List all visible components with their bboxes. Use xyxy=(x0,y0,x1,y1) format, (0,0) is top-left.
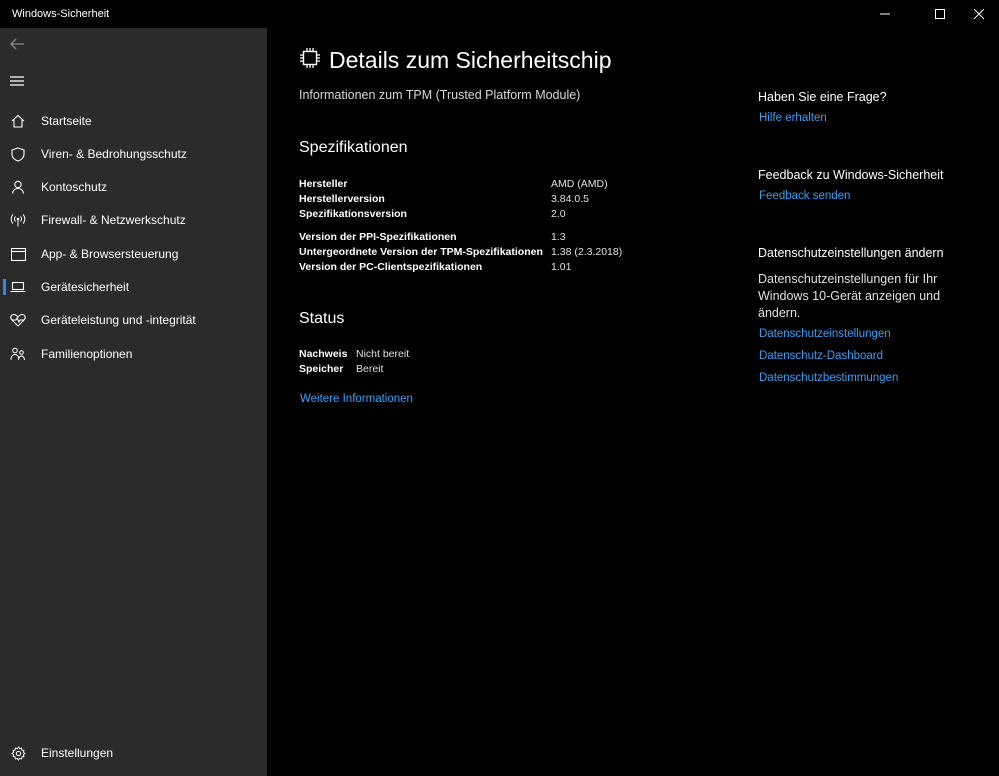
person-icon xyxy=(10,179,26,195)
status-value: Nicht bereit xyxy=(356,348,410,360)
privacy-settings-link[interactable]: Datenschutzeinstellungen xyxy=(759,328,891,340)
sidebar-item-label: Viren- & Bedrohungsschutz xyxy=(41,147,187,161)
sidebar-item-label: Einstellungen xyxy=(41,746,114,760)
maximize-button[interactable] xyxy=(924,0,956,28)
close-button[interactable] xyxy=(963,0,995,28)
sidebar-item-familienoptionen[interactable] xyxy=(0,339,267,369)
hamburger-icon xyxy=(10,75,24,87)
close-icon xyxy=(974,9,984,19)
sidebar-item-label: Geräteleistung und -integrität xyxy=(41,313,196,327)
hamburger-menu-button[interactable] xyxy=(10,74,26,88)
window-title: Windows-Sicherheit xyxy=(12,8,110,20)
spec-heading: Spezifikationen xyxy=(299,139,408,156)
heart-icon xyxy=(10,312,26,328)
sidebar-item-virenschutz[interactable] xyxy=(0,139,267,169)
page-subtitle: Informationen zum TPM (Trusted Platform Module) xyxy=(299,88,581,102)
status-heading: Status xyxy=(299,310,345,327)
sidebar-item-kontoschutz[interactable] xyxy=(0,172,267,202)
spec-value: 1.01 xyxy=(551,261,572,273)
chip-icon xyxy=(299,47,321,74)
minimize-icon xyxy=(880,9,890,19)
browser-window-icon xyxy=(10,246,26,262)
minimize-button[interactable] xyxy=(869,0,901,28)
spec-value: 1.3 xyxy=(551,231,566,243)
sidebar-item-firewall[interactable] xyxy=(0,205,267,235)
question-heading: Haben Sie eine Frage? xyxy=(758,90,887,104)
laptop-icon xyxy=(10,279,26,295)
wireless-icon xyxy=(10,212,26,228)
home-icon xyxy=(10,113,26,129)
page-header xyxy=(299,47,612,74)
sidebar-item-label: App- & Browsersteuerung xyxy=(41,247,179,261)
sidebar-item-startseite[interactable] xyxy=(0,106,267,136)
back-button[interactable] xyxy=(8,36,28,52)
feedback-heading: Feedback zu Windows-Sicherheit xyxy=(758,168,944,182)
sidebar xyxy=(0,28,267,776)
sidebar-item-label: Gerätesicherheit xyxy=(41,280,130,294)
status-key: Nachweis xyxy=(299,348,348,360)
sidebar-item-geraeteleistung[interactable] xyxy=(0,305,267,335)
main-content xyxy=(267,28,999,776)
spec-value: AMD (AMD) xyxy=(551,178,608,190)
spec-key: Version der PC-Clientspezifikationen xyxy=(299,261,483,273)
privacy-description: Datenschutzeinstellungen für Ihr Windows 10-Gerät anzeigen und ändern. xyxy=(758,272,941,320)
spec-value: 1.38 (2.3.2018) xyxy=(551,246,623,258)
spec-key: Hersteller xyxy=(299,178,348,190)
more-info-link[interactable]: Weitere Informationen xyxy=(300,393,413,405)
page-title: Details zum Sicherheitschip xyxy=(329,47,612,73)
spec-key: Herstellerversion xyxy=(299,193,385,205)
maximize-icon xyxy=(935,9,945,19)
help-link[interactable]: Hilfe erhalten xyxy=(759,112,827,124)
sidebar-item-label: Familienoptionen xyxy=(41,347,133,361)
family-icon xyxy=(10,346,26,362)
spec-key: Untergeordnete Version der TPM-Spezifikationen xyxy=(299,246,543,258)
feedback-link[interactable]: Feedback senden xyxy=(759,190,851,202)
spec-value: 3.84.0.5 xyxy=(551,193,589,205)
gear-icon xyxy=(10,745,26,761)
spec-value: 2.0 xyxy=(551,208,566,220)
sidebar-item-label: Kontoschutz xyxy=(41,180,108,194)
sidebar-item-app-browser[interactable] xyxy=(0,239,267,269)
privacy-statement-link[interactable]: Datenschutzbestimmungen xyxy=(759,372,899,384)
sidebar-item-label: Startseite xyxy=(41,114,92,128)
privacy-heading: Datenschutzeinstellungen ändern xyxy=(758,246,944,260)
sidebar-item-einstellungen[interactable] xyxy=(0,738,267,768)
status-key: Speicher xyxy=(299,363,344,375)
spec-key: Spezifikationsversion xyxy=(299,208,407,220)
title-bar xyxy=(0,0,999,28)
privacy-dashboard-link[interactable]: Datenschutz-Dashboard xyxy=(759,350,884,362)
sidebar-item-geraetesicherheit[interactable] xyxy=(0,272,267,302)
spec-key: Version der PPI-Spezifikationen xyxy=(299,231,457,243)
status-value: Bereit xyxy=(356,363,384,375)
shield-icon xyxy=(10,146,26,162)
sidebar-item-label: Firewall- & Netzwerkschutz xyxy=(41,213,186,227)
back-arrow-icon xyxy=(8,36,26,52)
active-indicator xyxy=(3,279,6,295)
